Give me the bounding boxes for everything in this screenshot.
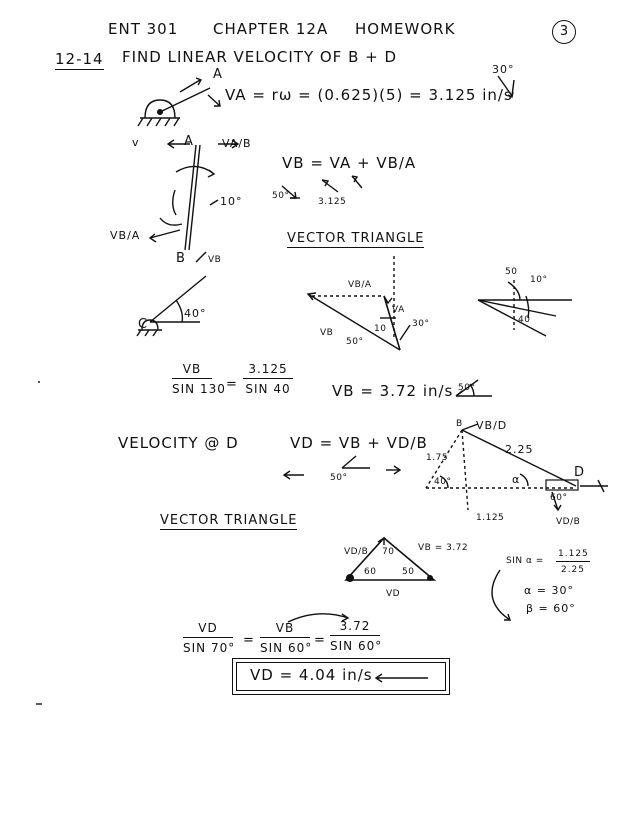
geom-d: D: [574, 465, 586, 480]
homework-title: HOMEWORK: [355, 20, 456, 38]
geom-vdb: VD/B: [556, 517, 581, 527]
tri2-vdb: VD/B: [344, 547, 369, 557]
label-va-b: VA/B: [222, 137, 252, 150]
label-c: C: [138, 317, 149, 332]
geom-40: 40°: [434, 477, 452, 487]
ratio-num-right: 3.125: [243, 362, 293, 379]
label-vb: VB: [208, 255, 222, 265]
course-code: ENT 301: [108, 20, 179, 38]
ratio-372-num: 3.72: [330, 619, 380, 636]
vector-triangle-2: [346, 538, 434, 582]
tri-vba: VB/A: [348, 280, 372, 290]
geom-60: 60°: [550, 493, 568, 503]
ratio-vd-den: SIN 70°: [183, 641, 236, 655]
tri-30: 30°: [412, 319, 430, 329]
ratio-372-den: SIN 60°: [330, 639, 383, 653]
angle-30: 30°: [492, 63, 515, 76]
label-a: A: [213, 67, 223, 82]
vb-result-angle: 50°: [458, 383, 476, 393]
tri-10: 10: [374, 324, 387, 334]
pin-support-icon: [138, 100, 180, 126]
geom-175: 1.75: [426, 453, 449, 463]
geom-1125: 1.125: [476, 513, 505, 523]
chapter-title: CHAPTER 12A: [213, 20, 329, 38]
vector-equation: VB = VA + VB/A: [282, 154, 417, 172]
sin-alpha-den: 2.25: [560, 565, 586, 575]
ang-10: 10°: [530, 275, 548, 285]
ratio-den-left: SIN 130: [172, 382, 226, 396]
sin-alpha-num: 1.125: [556, 549, 590, 562]
label-vb-a: VB/A: [110, 229, 141, 242]
problem-statement: FIND LINEAR VELOCITY OF B + D: [122, 48, 398, 66]
vector-triangle-title-2: VECTOR TRIANGLE: [160, 513, 298, 528]
geom-b: B: [456, 419, 463, 429]
eq-50-deg: 50°: [272, 191, 290, 201]
tri2-50: 50: [402, 567, 415, 577]
label-b: B: [176, 251, 186, 266]
ratio2-equals-1: =: [243, 633, 255, 648]
eq-3125: 3.125: [318, 197, 347, 207]
ang-40: 40: [518, 315, 531, 325]
geom-225: 2.25: [505, 443, 534, 456]
va-equation: VA = rω = (0.625)(5) = 3.125 in/s: [225, 86, 513, 104]
tri2-vb: VB = 3.72: [418, 543, 469, 553]
link-bc: [150, 276, 206, 322]
label-40-deg: 40°: [184, 307, 207, 320]
vector-triangle-title-1: VECTOR TRIANGLE: [287, 231, 425, 246]
velocity-at-d-title: VELOCITY @ D: [118, 434, 239, 452]
label-a-link: A: [184, 134, 194, 149]
ratio-vb2-num: VB: [260, 621, 310, 638]
omega-arrow: [180, 80, 200, 92]
tri-va: VA: [392, 305, 405, 315]
tri-50: 50°: [346, 337, 364, 347]
ratio-vb2-den: SIN 60°: [260, 641, 313, 655]
ratio-den-right: SIN 40: [245, 382, 291, 396]
ratio-equals: =: [226, 377, 238, 392]
link-oa: [160, 88, 210, 112]
ratio2-equals-2: =: [314, 633, 326, 648]
alpha-result: α = 30°: [524, 584, 574, 597]
page-number: 3: [552, 20, 576, 44]
geometry-bd: [426, 424, 608, 510]
tri-vb: VB: [320, 328, 334, 338]
angle-sketch: [478, 280, 572, 336]
ratio-vd-num: VD: [183, 621, 233, 638]
leader-arrow: [492, 570, 510, 620]
label-10-deg: 10°: [220, 195, 243, 208]
ang-50: 50: [505, 267, 518, 277]
tri2-60: 60: [364, 567, 377, 577]
vd-equation: VD = VB + VD/B: [290, 434, 428, 452]
vector-triangle-1: [308, 256, 410, 350]
vb-result: VB = 3.72 in/s: [332, 382, 454, 400]
geom-alpha: α: [512, 473, 521, 486]
label-v: v: [132, 136, 140, 149]
beta-result: β = 60°: [526, 602, 576, 615]
final-result: VD = 4.04 in/s: [250, 666, 373, 684]
tri2-vd: VD: [386, 589, 401, 599]
sin-alpha-label: SIN α =: [506, 556, 544, 566]
tri2-70: 70: [382, 547, 395, 557]
eq2-50-deg: 50°: [330, 473, 348, 483]
geom-vb-d: VB/D: [476, 419, 508, 432]
problem-number: 12-14: [55, 50, 104, 68]
ratio-num-left: VB: [172, 362, 212, 379]
